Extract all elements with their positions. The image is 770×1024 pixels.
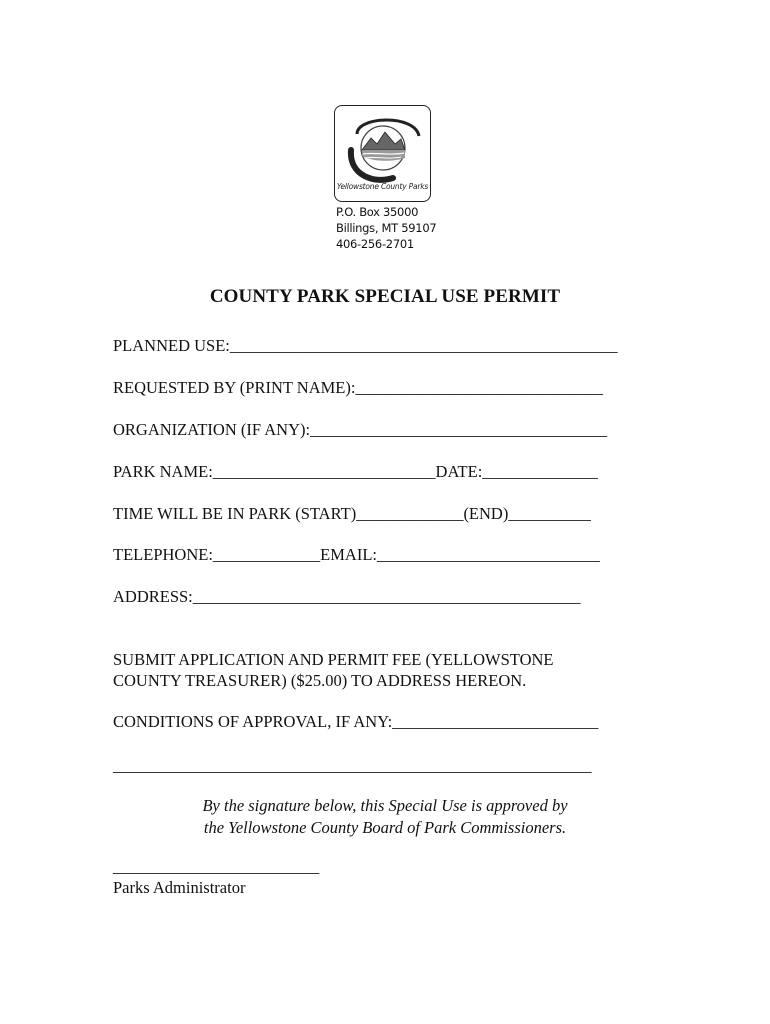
submit-instructions-line2: COUNTY TREASURER) ($25.00) TO ADDRESS HEREON. (113, 671, 527, 690)
planned-use-field[interactable]: PLANNED USE:_______________________________________________ (113, 336, 618, 355)
park-name-date-field[interactable]: PARK NAME:___________________________DATE:______________ (113, 462, 598, 481)
address-field[interactable]: ADDRESS:_______________________________________________ (113, 587, 581, 606)
signature-note-line2: the Yellowstone County Board of Park Commissioners. (203, 818, 567, 837)
requested-by-field[interactable]: REQUESTED BY (PRINT NAME):______________________________ (113, 378, 603, 397)
logo-caption: Yellowstone County Parks (336, 182, 429, 191)
yellowstone-county-parks-logo (334, 105, 431, 202)
conditions-of-approval-field[interactable]: CONDITIONS OF APPROVAL, IF ANY:_________________________ (113, 712, 599, 731)
mailing-address (336, 204, 446, 252)
time-in-park-field[interactable]: TIME WILL BE IN PARK (START)_____________(END)__________ (113, 504, 591, 523)
address-po-box: P.O. Box 35000 (336, 205, 419, 219)
signature-note-line1: By the signature below, this Special Use is approved by (202, 796, 568, 815)
signature-line[interactable]: _________________________ (113, 857, 320, 876)
submit-instructions-line1: SUBMIT APPLICATION AND PERMIT FEE (YELLOWSTONE (113, 650, 554, 669)
organization-field[interactable]: ORGANIZATION (IF ANY):____________________________________ (113, 420, 608, 439)
signature-label: Parks Administrator (113, 878, 246, 897)
telephone-email-field[interactable]: TELEPHONE:_____________EMAIL:___________________________ (113, 545, 600, 564)
address-phone: 406-256-2701 (336, 237, 414, 251)
address-city: Billings, MT 59107 (336, 221, 437, 235)
conditions-blank-line[interactable]: __________________________________________________________ (113, 756, 592, 775)
page-title: COUNTY PARK SPECIAL USE PERMIT (209, 286, 561, 307)
